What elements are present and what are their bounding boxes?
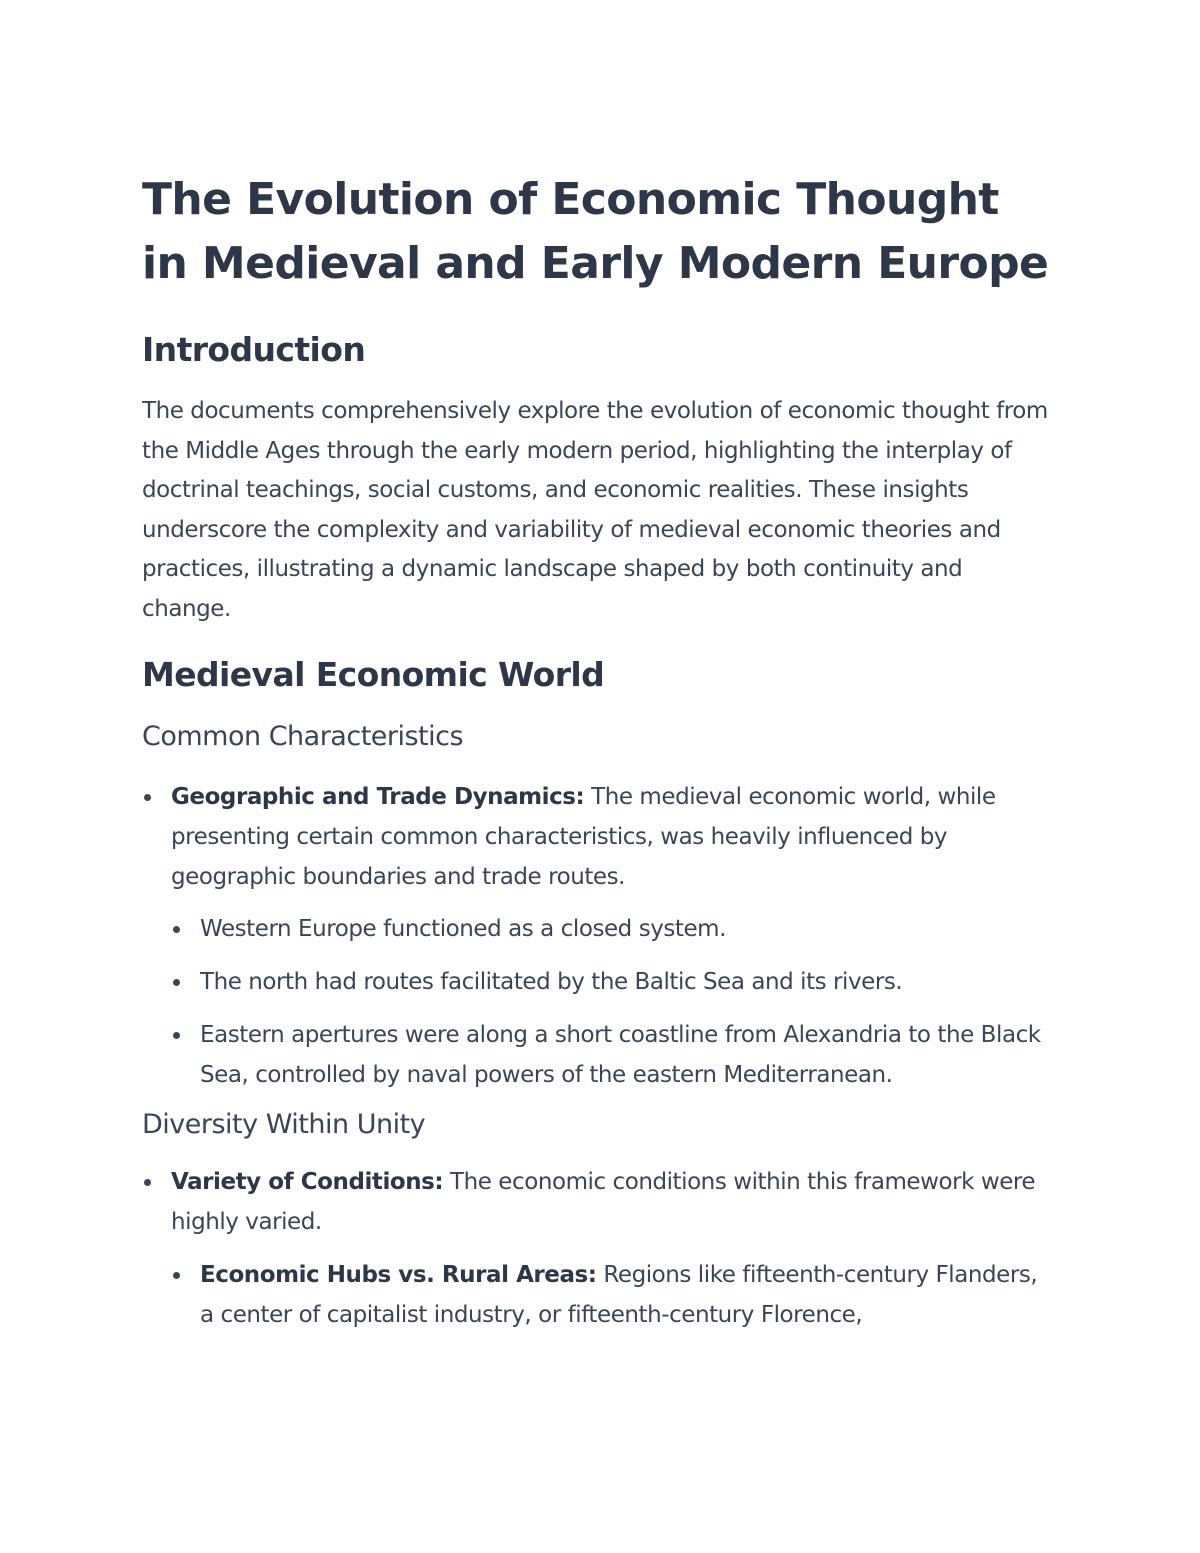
bullet-icon <box>144 794 151 801</box>
list-item-text: Eastern apertures were along a short coastline from Alexandria to the Black Sea, controlled by naval powers of the eastern Mediterranean. <box>200 1022 1041 1088</box>
medieval-economic-world-heading: Medieval Economic World <box>142 655 605 694</box>
list-item-text: The north had routes facilitated by the Baltic Sea and its rivers. <box>200 969 903 995</box>
list-item-text: Regions like fifteenth-century Flanders, a center of capitalist industry, or fifteenth-century Florence, <box>200 1262 1038 1328</box>
list-item <box>142 777 1057 1095</box>
list-item-text: The medieval economic world, while presenting certain common characteristics, was heavily influenced by geographic boundaries and trade routes. <box>171 784 996 890</box>
list-item <box>142 1162 1057 1335</box>
nested-list <box>171 1255 1057 1335</box>
list-item-label: Geographic and Trade Dynamics: <box>171 784 585 810</box>
diversity-list <box>142 1162 1057 1335</box>
introduction-paragraph: The documents comprehensively explore the evolution of economic thought from the Middle Ages through the early modern period, highlighting the interplay of doctrinal teachings, social customs, and economic realities. These insights underscore the complexity and variability of medieval economic theories and practices, illustrating a dynamic landscape shaped by both continuity and change. <box>142 398 1048 622</box>
bullet-icon <box>173 1272 180 1279</box>
list-item <box>171 909 1057 949</box>
list-item-label: Economic Hubs vs. Rural Areas: <box>200 1262 597 1288</box>
document-page <box>142 168 1057 1335</box>
bullet-icon <box>144 1179 151 1186</box>
document-title: The Evolution of Economic Thought in Medieval and Early Modern Europe <box>142 174 1049 289</box>
bullet-icon <box>173 979 180 986</box>
nested-list <box>171 909 1057 1095</box>
common-characteristics-list <box>142 777 1057 1095</box>
list-item-text: The economic conditions within this framework were highly varied. <box>171 1169 1036 1235</box>
introduction-heading: Introduction <box>142 330 366 369</box>
common-characteristics-heading: Common Characteristics <box>142 721 464 752</box>
list-item <box>171 962 1057 1002</box>
bullet-icon <box>173 1032 180 1039</box>
bullet-icon <box>173 926 180 933</box>
list-item-text: Western Europe functioned as a closed system. <box>200 916 727 942</box>
list-item <box>171 1255 1057 1335</box>
list-item <box>171 1015 1057 1095</box>
diversity-within-unity-heading: Diversity Within Unity <box>142 1109 426 1140</box>
list-item-label: Variety of Conditions: <box>171 1169 444 1195</box>
